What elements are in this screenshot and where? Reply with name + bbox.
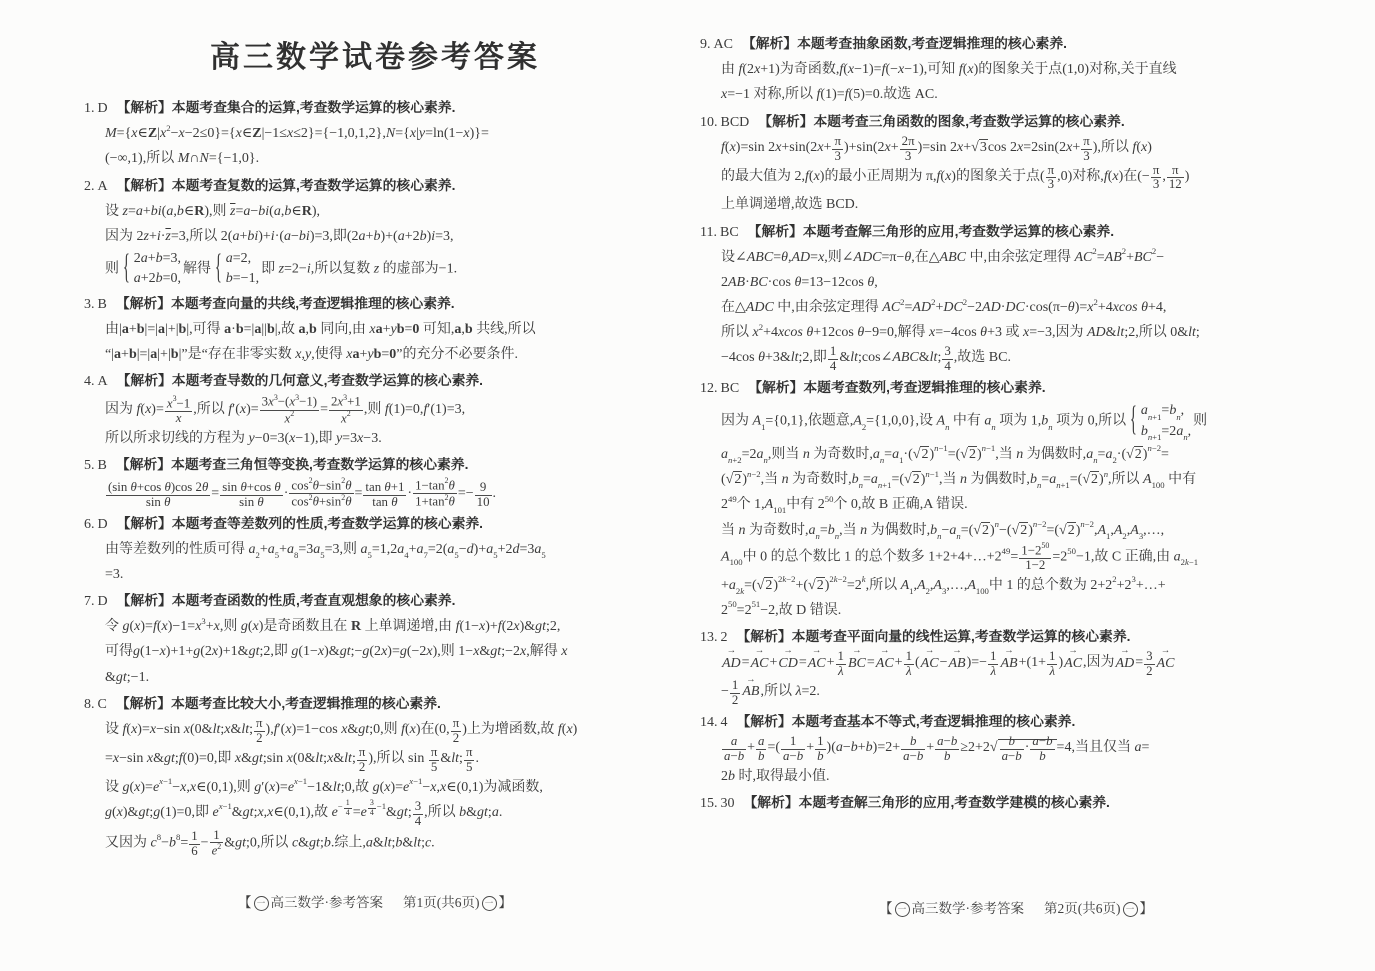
question-answer: 30 xyxy=(720,796,735,812)
footer-bracket: 【 xyxy=(238,895,252,910)
footer-page-2 xyxy=(700,897,1332,917)
question-analysis-intro: 【解析】本题考查抽象函数,考查逻辑推理的核心素养. xyxy=(741,36,1067,51)
solution-line: 2b 时,取得最小值. xyxy=(721,768,830,784)
left-questions xyxy=(84,96,666,859)
question-analysis-intro: 【解析】本题考查三角恒等变换,考查数学运算的核心素养. xyxy=(115,457,469,472)
question-head xyxy=(700,625,1332,650)
solution-line: 2AB·BC·cos θ=13−12cos θ, xyxy=(721,274,878,290)
solution-line: $2^{50}=2^{51}-2$,故 D 错误. xyxy=(721,599,842,618)
question-analysis-intro: 【解析】本题考查函数的性质,考查直观想象的核心素养. xyxy=(116,593,456,609)
question-answer: D xyxy=(97,516,108,532)
solution-line: $2^{49}$个 $1,A_{101}$中有 $2^{50}$个 0,故 B 正确,A 错误. xyxy=(721,493,968,516)
solution-line: 因为 $A_1=\{0,1\}$,依题意$,A_2=\{1,0,0\}$,设 $A_n$ 中有 $a_n$ 项为 $1,b_n$ 项为 0,所以 { $a_{n+1}=b_n$, $b_{n+1}=2a_n$, 则 xyxy=(721,402,1208,442)
solution-line: =3. xyxy=(105,566,124,582)
solution-line: 设 z=a+bi(a,b∈R),则 $\overline{z}=a-bi(a,b\in R)$, xyxy=(105,203,320,219)
question-number: 2. xyxy=(84,178,95,194)
footer-page-number: 第1页(共6页) xyxy=(403,895,480,910)
question-8 xyxy=(84,692,666,859)
question-answer: 2 xyxy=(720,630,728,646)
question-1 xyxy=(84,96,666,172)
question-head xyxy=(84,369,666,394)
footer-bracket: 【 xyxy=(879,901,893,916)
question-number: 6. xyxy=(84,516,95,532)
solution-line: g(x)&gt;g(1)=0,即 $e^{x-1}\&gt;x,x\in(0,1)$,故 $e^{- \frac{1}{4}}$ =e $^{\frac{3}{4} -1}$&gt; $\frac{3}{4}$ ,所以 b&gt;a. xyxy=(105,798,503,828)
right-column xyxy=(700,32,1332,818)
question-answer: AC xyxy=(713,37,733,52)
question-answer: B xyxy=(97,458,107,473)
solution-line: $M=\{x\in Z|x^2-x-2\le 0\}=\{x\in Z|-1\le x\le 2\}=\{-1,0,1,2\},N=\{x|y=\ln(1-x)\}=$ xyxy=(105,122,489,142)
question-answer: BC xyxy=(720,381,740,397)
question-14 xyxy=(700,710,1332,789)
question-6 xyxy=(84,512,666,588)
question-analysis-intro: 【解析】本题考查集合的运算,考查数学运算的核心素养. xyxy=(116,100,456,115)
question-analysis-intro: 【解析】本题考查数列,考查逻辑推理的核心素养. xyxy=(748,380,1046,396)
question-analysis-intro: 【解析】本题考查向量的共线,考查逻辑推理的核心素养. xyxy=(115,295,455,311)
solution-line: → AD=→ AC+→ CD=→ AC+ $\frac{1}{\lambda}$ → BC=→ AC+ $\frac{1}{\lambda}$ (→ AC−→ AB)=− $\frac{1}{\lambda}$ → AB+(1+ $\frac{1}{\lambda}$ )→ AC,因为→ AD= $\frac{3}{2}$ → AC xyxy=(700,650,1332,679)
question-head xyxy=(84,292,666,317)
question-analysis-intro: 【解析】本题考查平面向量的线性运算,考查数学运算的核心素养. xyxy=(736,629,1131,645)
question-number: 14. xyxy=(700,714,718,730)
solution-line: 所以所求切线的方程为 y−0=3(x−1),即 y=3x−3. xyxy=(105,430,382,446)
question-number: 3. xyxy=(84,296,95,312)
solution-line: 设 f(x)=x−sin x(0&lt;x&lt; $\frac{\pi}{2}$ ),f′(x)=1−cos x&gt;0,则 f(x)在(0, $\frac{\pi}{2}$ )上为增函数,故 f(x) xyxy=(105,716,578,745)
question-analysis-intro: 【解析】本题考查解三角形的应用,考查数学建模的核心素养. xyxy=(743,795,1110,811)
question-5 xyxy=(84,453,666,510)
solution-line: 的最大值为 2,f(x)的最小正周期为 π,f(x)的图象关于点( $\frac{\pi}{3}$ ,0)对称,f(x)在(− $\frac{\pi}{3}$ , $\frac{\pi}{12}$ ) xyxy=(721,162,1190,192)
question-head xyxy=(700,110,1332,135)
question-head xyxy=(84,174,666,199)
question-answer: B xyxy=(97,296,107,312)
solution-line: “|a+b|=|a|+|b|”是“存在非零实数 x,y,使得 xa+yb=0”的充分不必要条件. xyxy=(105,347,518,363)
solution-line: ( √ 2)$^{n-2}$,当 n 为奇数时$,b_n=a_{n+1}=$( √ 2)$^{n-1}$,当 n 为偶数时$,b_n=a_{n+1}=$( √ 2)$^n$,所以 $A_{100}$ 中有 xyxy=(700,467,1332,492)
solution-line: x=−1 对称,所以 f(1)=f(5)=0.故选 AC. xyxy=(721,87,938,103)
solution-line: 所以 $x^2+4xcos$ θ+12cos θ−9=0,解得 x=−4cos θ+3 或 x=−3,因为 AD&lt;2,所以 0&lt; xyxy=(721,321,1200,341)
question-number: 11. xyxy=(700,224,717,240)
footer-bracket: 】 xyxy=(1139,901,1153,916)
question-number: 8. xyxy=(84,696,95,712)
solution-line: − $\frac{1}{2}$ → AB,所以 λ=2. xyxy=(700,679,1332,708)
question-head xyxy=(84,692,666,717)
question-analysis-intro: 【解析】本题考查解三角形的应用,考查数学运算的核心素养. xyxy=(747,223,1115,239)
circled-one-icon: 一 xyxy=(1123,902,1138,917)
question-head xyxy=(700,791,1332,816)
solution-line: 由等差数列的性质可得 $a_2+a_5+a_8=3a_5=3$,则 $a_5=1,2a_4+a_7=2(a_5-d)+a_5+2d=3a_5$ xyxy=(105,541,546,560)
footer-label: 高三数学·参考答案 xyxy=(911,901,1024,916)
question-4 xyxy=(84,369,666,451)
question-12 xyxy=(700,376,1332,623)
question-answer: D xyxy=(97,594,108,610)
solution-line: f(x)=sin 2x+sin(2x+ $\frac{\pi}{3}$ )+sin(2x+ $\frac{2\pi}{3}$ )=sin 2x+ √ 3cos 2x=2sin(2x+ $\frac{\pi}{3}$ ),所以 f(x) xyxy=(700,135,1332,164)
question-answer: A xyxy=(97,178,108,194)
question-head xyxy=(700,710,1332,735)
question-answer: C xyxy=(97,696,107,712)
question-head xyxy=(84,453,666,478)
question-analysis-intro: 【解析】本题考查基本不等式,考查逻辑推理的核心素养. xyxy=(736,713,1076,729)
solution-line: 当 n 为奇数时$,a_n=b_n$,当 n 为偶数时$,b_n-a_n=$( √ 2)$^n$−( √ 2)$^{n-2}$=( √ $2)^{n-2},A_1,A_2,A_3,\dots$, xyxy=(700,518,1332,543)
solution-line: −4cos θ+3&lt;2,即 $\frac{1}{4}$ &lt;cos∠ABC&lt; $\frac{3}{4}$ ,故选 BC. xyxy=(721,344,1011,374)
question-answer: BCD xyxy=(720,114,750,130)
footer-page-number: 第2页(共6页) xyxy=(1044,901,1121,916)
question-15 xyxy=(700,791,1332,816)
circled-one-icon: 一 xyxy=(895,902,910,917)
question-number: 13. xyxy=(700,630,718,646)
solution-line: 由 f(2x+1)为奇函数,f(x−1)=f(−x−1),可知 f(x)的图象关于点(1,0)对称,关于直线 xyxy=(721,62,1177,78)
solution-line: 上单调递增,故选 BCD. xyxy=(721,197,859,213)
solution-line: 设 $g(x)=e^{x-1}-x,x\in(0,1)$,则 $g'(x)=e^{x-1}-1\&lt;0$,故 $g(x)=e^{x-1}-x,x\in(0,1)$为减函数, xyxy=(105,776,543,795)
question-3 xyxy=(84,292,666,368)
left-column xyxy=(84,26,666,861)
question-11 xyxy=(700,220,1332,375)
footer-label: 高三数学·参考答案 xyxy=(270,895,383,910)
question-number: 5. xyxy=(84,458,95,473)
question-answer: D xyxy=(97,101,108,116)
question-answer: 4 xyxy=(720,714,728,730)
question-analysis-intro: 【解析】本题考查复数的运算,考查数学运算的核心素养. xyxy=(116,177,456,193)
footer-bracket: 】 xyxy=(498,895,512,910)
question-analysis-intro: 【解析】本题考查等差数列的性质,考查数学运算的核心素养. xyxy=(116,515,484,531)
solution-line: 令 $g(x)=f(x)-1=x^3+x$,则 g(x)是奇函数且在 R 上单调递增,由 f(1−x)+f(2x)&gt;2, xyxy=(105,615,561,635)
question-10 xyxy=(700,110,1332,218)
question-7 xyxy=(84,589,666,690)
question-13 xyxy=(700,625,1332,708)
right-questions xyxy=(700,32,1332,816)
solution-line: $a_{n+2}=2a_n$,则当 n 为奇数时$,a_n=a_1\cdot$( √ 2)$^{n-1}$=( √ 2)$^{n-1}$,当 n 为偶数时$,a_n=a_2\cdot$( √ 2)$^{n-2}$= xyxy=(700,442,1332,467)
question-head xyxy=(84,96,666,121)
solution-line: 则 { 2a+b=3, a+2b=0, 解得 { a=2, b=−1, 即 z=2−i,所以复数 z 的虚部为−1. xyxy=(105,250,458,288)
question-answer: A xyxy=(97,374,108,390)
solution-line: =x−sin x&gt;f(0)=0,即 x&gt;sin x(0&lt;x&lt; $\frac{\pi}{2}$ ),所以 sin $\frac{\pi}{5}$ &lt; $\frac{\pi}{5}$ . xyxy=(105,744,479,774)
question-head xyxy=(700,220,1332,245)
solution-line: 因为 $2z+i\cdot\overline{z}=3$,所以 2(a+bi)+i·(a−bi)=3,即(2a+b)+(a+2b)i=3, xyxy=(105,228,454,244)
solution-line: 可得g(1−x)+1+g(2x)+1&gt;2,即 g(1−x)&gt;−g(2x)=g(−2x),则 1−x&gt;−2x,解得 x xyxy=(105,644,568,660)
question-9 xyxy=(700,32,1332,108)
question-number: 4. xyxy=(84,374,95,390)
solution-line: $A_{100}$中 0 的总个数比 1 的总个数多 $1+2+4+\dots+2^{49}=$ $\frac{1-2^{50}}{1-2}$ $=2^{50}-1$,故 C 正确,由 $a_{2k-1}$ xyxy=(721,540,1199,572)
question-number: 12. xyxy=(700,381,718,397)
question-head xyxy=(700,32,1332,57)
question-number: 15. xyxy=(700,796,718,812)
circled-one-icon: 一 xyxy=(254,896,269,911)
solution-line: 因为 f(x)= $\frac{x^3-1}{x}$ ,所以 f′(x)= $\frac{3x^3-(x^3-1)}{x^2}$ = $\frac{2x^3+1}{x^2}$ ,则 f(1)=0,f′(1)=3, xyxy=(105,392,466,425)
question-head xyxy=(84,512,666,537)
solution-line: (−∞,1),所以 M∩N={−1,0}. xyxy=(105,151,260,167)
solution-line: &gt;−1. xyxy=(105,669,150,685)
circled-one-icon: 一 xyxy=(482,896,497,911)
question-number: 1. xyxy=(84,101,95,116)
solution-line: 由|a+b|=|a|+|b|,可得 a·b=|a||b|,故 a,b 同向,由 xa+yb=0 可知,a,b 共线,所以 xyxy=(105,321,536,337)
question-answer: BC xyxy=(719,224,739,240)
question-2 xyxy=(84,174,666,290)
solution-line: 设∠ABC=θ,AD=x,则∠ADC=π−θ,在△ABC 中,由余弦定理得 $AC^2=AB^2+BC^2-$ xyxy=(721,246,1165,265)
solution-line: $\frac{a}{a-b}$ + $\frac{a}{b}$ =( $\frac{1}{a-b}$ + $\frac{1}{b}$ )(a−b+b)=2+ $\frac{b}{a-b}$ + $\frac{a-b}{b}$ ≥2+2 √ $\frac{b}{a-b}$ · $\frac{a-b}{b}$ =4,当且仅当 a= xyxy=(700,735,1332,764)
solution-line: $\frac{\text{(sin θ+cos θ)cos 2θ}}{\text{sin θ}}$ = $\frac{\text{sin θ+cos θ}}{\text{sin θ}}$ · $\frac{\cos^2\theta-\sin^2\theta}{\cos^2\theta+\sin^2\theta}$ = $\frac{\text{tan θ+1}}{\text{tan θ}}$ · $\frac{1-\tan^2\theta}{1+\tan^2\theta}$ =− $\frac{9}{10}$ . xyxy=(108,476,496,509)
solution-line: 又因为 $c^8-b^8=$ $\frac{1}{6}$ − $\frac{1}{e^2}$ &gt;0,所以 c&gt;b.综上,a&lt;b&lt;c. xyxy=(105,827,435,858)
question-analysis-intro: 【解析】本题考查三角函数的图象,考查数学运算的核心素养. xyxy=(758,113,1125,129)
question-number: 7. xyxy=(84,594,95,610)
question-analysis-intro: 【解析】本题考查导数的几何意义,考查数学运算的核心素养. xyxy=(116,373,484,389)
question-analysis-intro: 【解析】本题考查比较大小,考查逻辑推理的核心素养. xyxy=(115,695,441,711)
question-head xyxy=(84,589,666,614)
question-number: 9. xyxy=(700,37,711,52)
solution-line: $+a_{2k}=$( √ 2)$^{2k-2}$+( √ $2)^{2k-2}=2^k$,所以 $A_1,A_2,A_3,\dots,A_{100}$中 1 的总个数为 $2+2^2+2^3+\dots+$ xyxy=(700,573,1332,598)
footer-page-1 xyxy=(84,891,666,911)
solution-line: 在△ADC 中,由余弦定理得 $AC^2=AD^2+DC^2-2AD\cdot DC\cdot\cos(\pi-\theta)=x^2+4xcos$ θ+4, xyxy=(721,296,1167,316)
page-title: 高三数学试卷参考答案 xyxy=(210,41,540,74)
question-head xyxy=(700,376,1332,401)
question-number: 10. xyxy=(700,114,718,130)
